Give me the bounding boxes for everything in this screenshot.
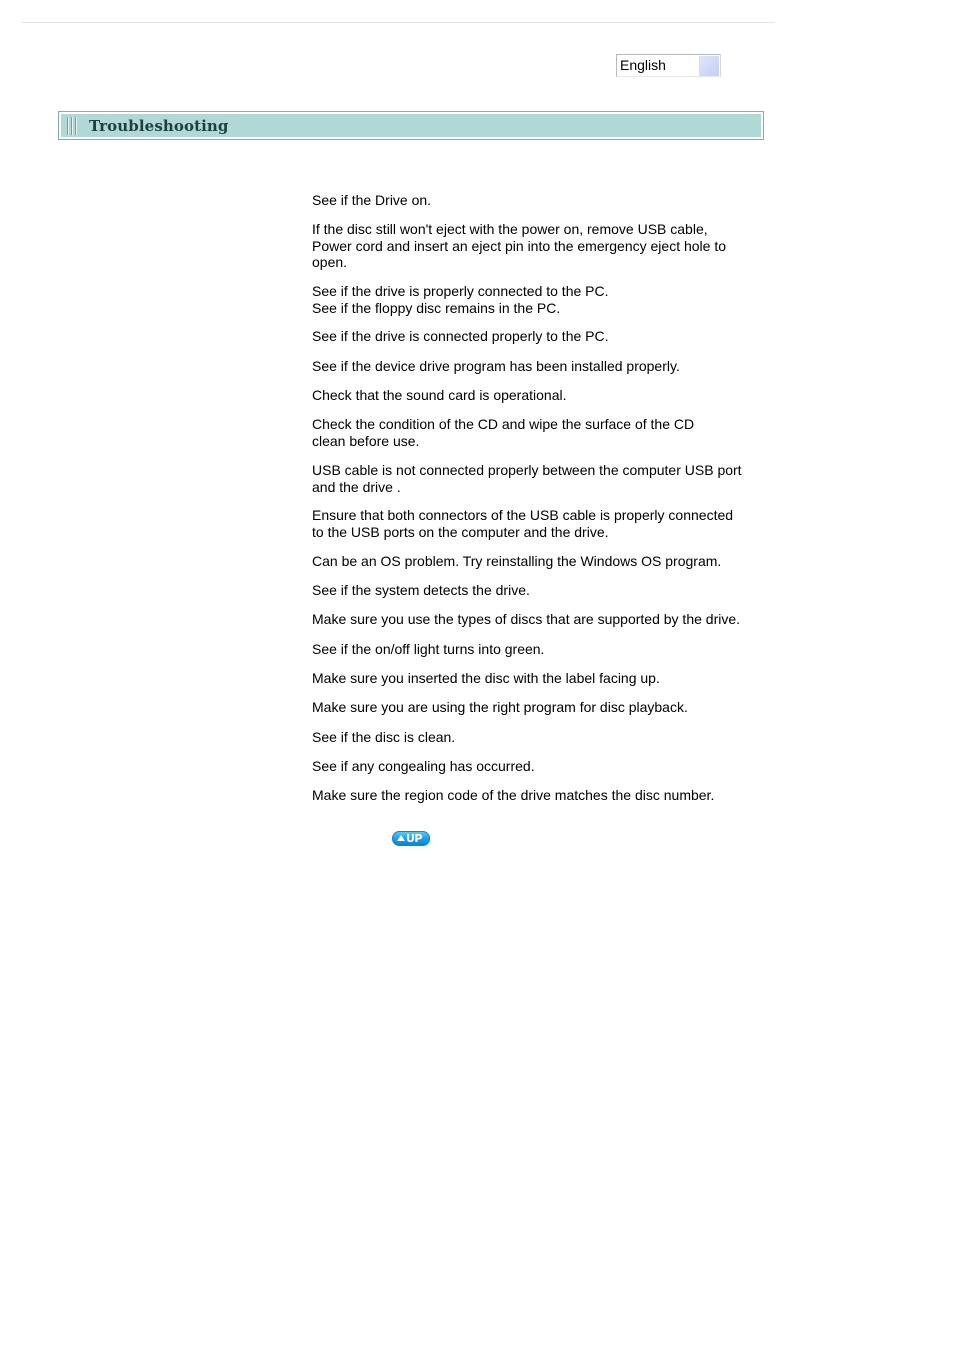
list-item-line: Can be an OS problem. Try reinstalling the Windows OS program.	[312, 553, 722, 569]
back-to-top-button[interactable]	[392, 831, 430, 846]
list-item	[312, 641, 762, 658]
list-item	[312, 387, 762, 404]
list-item-line: See if the system detects the drive.	[312, 582, 530, 598]
dropdown-arrow-icon[interactable]	[699, 56, 719, 76]
vertical-bars-icon	[66, 117, 80, 135]
list-item-line: clean before use.	[312, 432, 420, 449]
list-item-line: See if the on/off light turns into green.	[312, 641, 545, 657]
list-item-line: Make sure you use the types of discs that are supported by the drive.	[312, 611, 741, 627]
list-item	[312, 787, 762, 804]
list-item-line: See if the disc is clean.	[312, 729, 456, 745]
list-item	[312, 758, 762, 775]
list-item-line: open.	[312, 254, 348, 270]
list-item	[312, 328, 762, 345]
list-item-line: Make sure you inserted the disc with the label facing up.	[312, 670, 660, 686]
up-arrow-icon	[397, 835, 405, 841]
list-item-line: Make sure you are using the right program for disc playback.	[312, 699, 688, 715]
section-header	[58, 111, 764, 140]
list-item-line: USB cable is not connected properly between the computer USB port	[312, 462, 742, 478]
list-item	[312, 507, 762, 540]
list-item-line: See if the floppy disc remains in the PC.	[312, 299, 561, 316]
list-item-line: Power cord and insert an eject pin into the emergency eject hole to	[312, 237, 727, 254]
list-item	[312, 582, 762, 599]
list-item-line: See if any congealing has occurred.	[312, 758, 535, 774]
list-item-line: and the drive .	[312, 478, 401, 495]
list-item-line: Make sure the region code of the drive matches the disc number.	[312, 787, 715, 803]
list-item	[312, 416, 762, 449]
list-item	[312, 670, 762, 687]
list-item-line: If the disc still won't eject with the power on, remove USB cable,	[312, 221, 708, 237]
list-item	[312, 462, 762, 495]
list-item-line: See if the drive is connected properly to the PC.	[312, 328, 609, 344]
list-item-line: Ensure that both connectors of the USB cable is properly connected	[312, 507, 734, 523]
list-item-line: Check the condition of the CD and wipe the surface of the CD	[312, 416, 695, 432]
list-item	[312, 283, 762, 316]
up-button-label: UP	[406, 832, 422, 845]
page-title: Troubleshooting	[89, 117, 229, 135]
list-item-line: to the USB ports on the computer and the drive.	[312, 523, 609, 540]
language-select[interactable]	[616, 54, 721, 77]
list-item	[312, 611, 762, 628]
list-item-line: See if the Drive on.	[312, 192, 432, 208]
list-item	[312, 699, 762, 716]
list-item	[312, 221, 762, 271]
list-item-line: Check that the sound card is operational.	[312, 387, 567, 403]
language-select-value: English	[620, 57, 666, 73]
list-item	[312, 729, 762, 746]
list-item	[312, 192, 762, 209]
section-header-bar	[61, 114, 761, 137]
top-divider	[22, 22, 775, 23]
list-item-line: See if the device drive program has been installed properly.	[312, 358, 680, 374]
list-item	[312, 553, 762, 570]
list-item-line: See if the drive is properly connected to the PC.	[312, 283, 609, 299]
list-item	[312, 358, 762, 375]
